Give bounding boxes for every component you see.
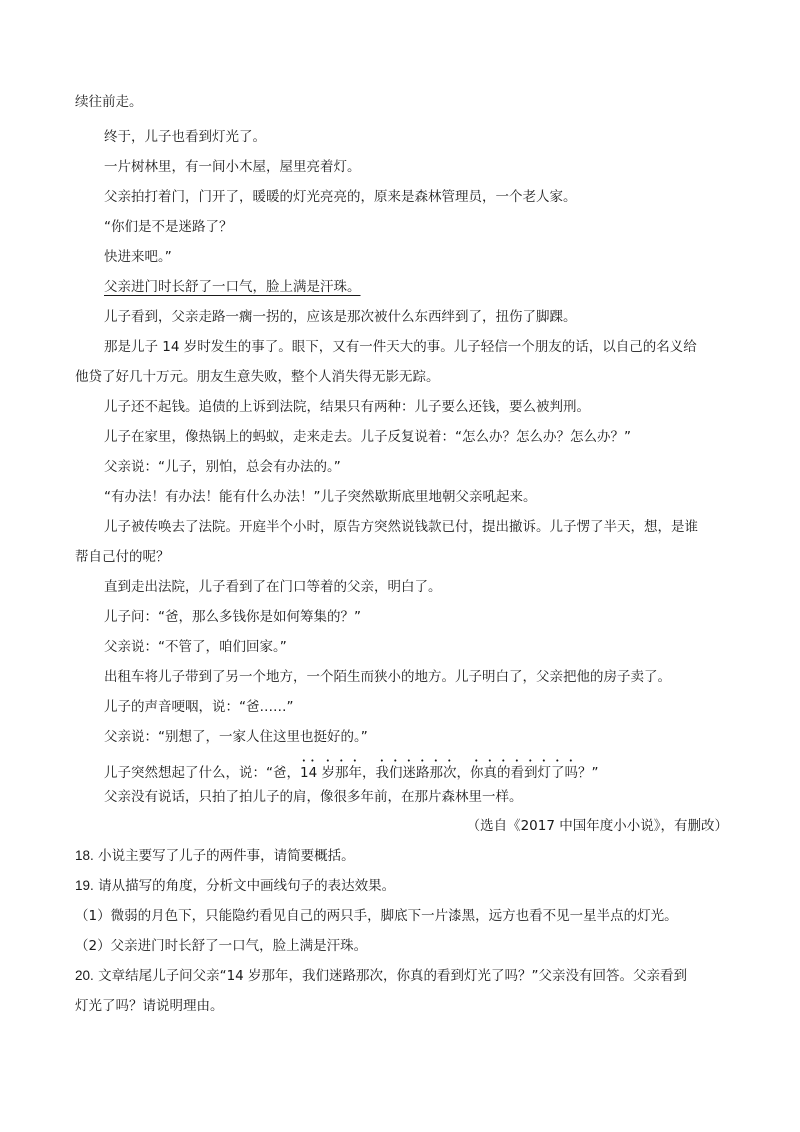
question-text: 文章结尾儿子问父亲“14 岁那年，我们迷路那次，你真的看到灯光了吗？”父亲没有回答。父亲看到 [98,968,688,984]
question-number: 19. [75,878,94,893]
story-line-5: “你们是不是迷路了？ [104,219,233,235]
question-18 [75,846,355,866]
underlined-sentence: 父亲进门时长舒了一口气，脸上满是汗珠。 [104,279,361,295]
question-19-item-1: （1）微弱的月色下，只能隐约看见自己的两只手，脚底下一片漆黑，远方也看不见一星半点的灯光。 [75,908,678,924]
story-line-18: 儿子问：“爸，那么多钱你是如何筹集的？” [104,609,361,625]
story-line-1: 续往前走。 [75,94,143,110]
emphasized-question: 14 岁那年，我们迷路那次，你真的看到灯了吗？ [300,765,592,781]
question-20-continued: 灯光了吗？请说明理由。 [75,998,224,1014]
source-citation: （选自《2017 中国年度小小说》，有删改） [466,818,728,834]
story-line-8: 儿子看到，父亲走路一瘸一拐的，应该是那次被什么东西绊到了，扭伤了脚踝。 [104,309,577,325]
story-line-10: 他贷了好几十万元。朋友生意失败，整个人消失得无影无踪。 [75,369,440,385]
story-line-19: 父亲说：“不管了，咱们回家。” [104,639,287,655]
story-line-2: 终于，儿子也看到灯光了。 [104,129,266,145]
question-text: 小说主要写了儿子的两件事，请简要概括。 [98,848,355,864]
question-20 [75,966,687,986]
story-line-23-start: 儿子突然想起了什么，说：“爸， [104,765,300,781]
question-19 [75,876,395,896]
question-number: 18. [75,848,94,863]
question-19-item-2: （2）父亲进门时长舒了一口气，脸上满是汗珠。 [75,938,368,954]
story-line-20: 出租车将儿子带到了另一个地方，一个陌生而狭小的地方。儿子明白了，父亲把他的房子卖了。 [104,669,671,685]
story-line-22: 父亲说：“别想了，一家人住这里也挺好的。” [104,729,368,745]
story-line-12: 儿子在家里，像热锅上的蚂蚁，走来走去。儿子反复说着：“怎么办？怎么办？怎么办？” [104,429,631,445]
story-line-15: 儿子被传唤去了法院。开庭半个小时，原告方突然说钱款已付，提出撤诉。儿子愣了半天，想，是谁 [104,519,698,535]
story-line-23 [104,757,598,783]
story-line-9: 那是儿子 14 岁时发生的事了。眼下，又有一件天大的事。儿子轻信一个朋友的话，以自己的名义给 [104,339,697,355]
question-text: 请从描写的角度，分析文中画线句子的表达效果。 [98,878,396,894]
story-line-3: 一片树林里，有一间小木屋，屋里亮着灯。 [104,159,361,175]
question-number: 20. [75,968,94,983]
story-line-21: 儿子的声音哽咽，说：“爸……” [104,699,294,715]
story-line-23-end: ” [591,765,599,781]
story-line-11: 儿子还不起钱。追债的上诉到法院，结果只有两种：儿子要么还钱，要么被判刑。 [104,399,590,415]
story-line-17: 直到走出法院，儿子看到了在门口等着的父亲，明白了。 [104,579,442,595]
story-line-14: “有办法！有办法！能有什么办法！”儿子突然歇斯底里地朝父亲吼起来。 [104,489,537,505]
story-line-6: 快进来吧。” [104,249,172,265]
story-line-13: 父亲说：“儿子，别怕，总会有办法的。” [104,459,341,475]
story-line-24: 父亲没有说话，只拍了拍儿子的肩，像很多年前，在那片森林里一样。 [104,789,523,805]
story-line-4: 父亲拍打着门，门开了，暖暖的灯光亮亮的，原来是森林管理员，一个老人家。 [104,189,577,205]
story-line-16: 帮自己付的呢？ [75,549,170,565]
